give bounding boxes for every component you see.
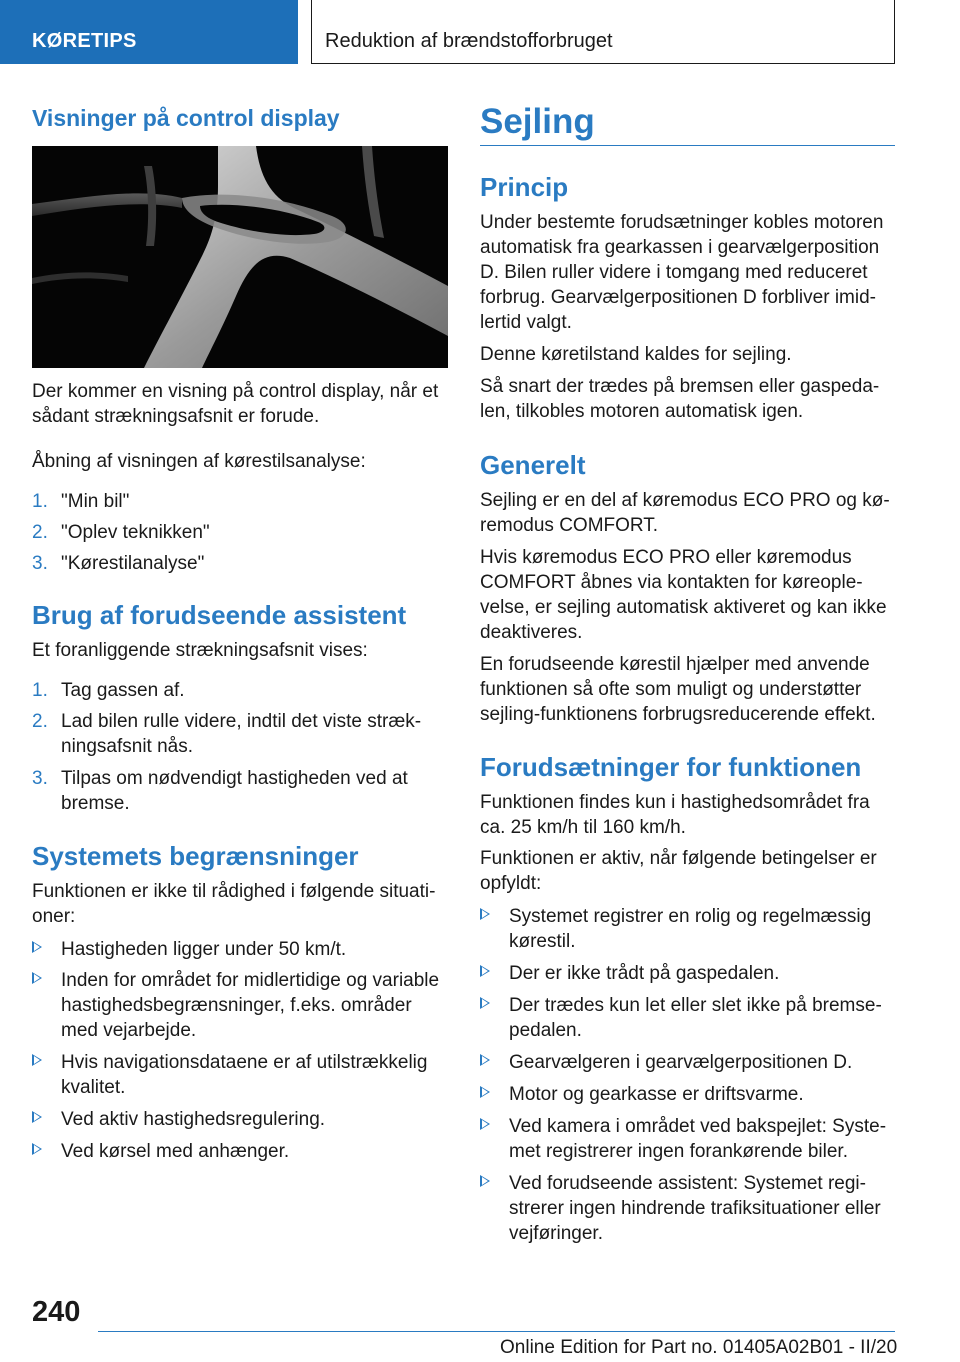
- page-number: 240: [32, 1296, 81, 1328]
- heading-main: Sejling: [480, 102, 595, 141]
- bullet-triangle-icon: [480, 997, 490, 1009]
- para-general-1: Sejling er en del af køremodus ECO PRO og køremodus COMFORT.: [480, 490, 890, 536]
- para-general-2: Hvis køremodus ECO PRO eller køremodus COMFORT åbnes via kontakten for køreoplevelse, er sejling automatisk aktiveret og kan ikke deaktiveres.: [480, 547, 887, 643]
- para-display: Der kommer en visning på control display, når et sådant strækningsafsnit er forude.: [32, 381, 439, 427]
- para-general-3: En forudseende kørestil hjælper med anvende funktionen så ofte som muligt og understøtter sejling-funktionens forbrugsreducerende effekt.: [480, 654, 876, 725]
- para-open: Åbning af visningen af kørestilsanalyse:: [32, 451, 366, 472]
- bullet-triangle-icon: [32, 1111, 42, 1123]
- para-principle-2: Denne køretilstand kaldes for sejling.: [480, 344, 792, 365]
- para-principle-1: Under bestemte forudsætninger kobles motoren automatisk fra gearkassen i gearvælgerposition D. Bilen ruller videre i tomgang med reduceret forbrug. Gearvælgerpositionen D forbliver imidlertid valgt.: [480, 212, 884, 333]
- header-title: Reduktion af brændstofforbruget: [325, 30, 613, 52]
- bullet-triangle-icon: [32, 1054, 42, 1066]
- bullet-triangle-icon: [480, 1054, 490, 1066]
- heading-rule: [480, 145, 895, 146]
- bullet-triangle-icon: [32, 941, 42, 953]
- footer-edition: Online Edition for Part no. 01405A02B01 - II/20: [500, 1337, 898, 1358]
- bullet-triangle-icon: [480, 965, 490, 977]
- heading-principle: Princip: [480, 172, 569, 202]
- bullet-triangle-icon: [32, 1143, 42, 1155]
- road-illustration: [32, 146, 448, 368]
- para-cond-1: Funktionen findes kun i hastighedsområdet fra ca. 25 km/h til 160 km/h.: [480, 792, 870, 838]
- para-assist: Et foranliggende strækningsafsnit vises:: [32, 640, 368, 661]
- bullet-triangle-icon: [480, 908, 490, 920]
- bullet-triangle-icon: [480, 1175, 490, 1187]
- road-display-image: [32, 146, 448, 368]
- para-principle-3: Så snart der trædes på bremsen eller gaspedalen, tilkobles motoren automatisk igen.: [480, 376, 880, 422]
- header-section-tab: [0, 0, 298, 64]
- heading-assist: Brug af forudseende assistent: [32, 600, 407, 630]
- header-section-label: KØRETIPS: [32, 30, 137, 52]
- heading-limits: Systemets begrænsninger: [32, 841, 359, 871]
- bullet-triangle-icon: [480, 1118, 490, 1130]
- heading-display: Visninger på control display: [32, 105, 340, 131]
- footer-rule: [98, 1331, 895, 1332]
- heading-conditions: Forudsætninger for funktionen: [480, 752, 862, 782]
- para-limits: Funktionen er ikke til rådighed i følgende situationer:: [32, 881, 436, 927]
- para-cond-2: Funktionen er aktiv, når følgende betingelser er opfyldt:: [480, 848, 877, 894]
- heading-general: Generelt: [480, 450, 586, 480]
- bullet-triangle-icon: [32, 972, 42, 984]
- bullet-triangle-icon: [480, 1086, 490, 1098]
